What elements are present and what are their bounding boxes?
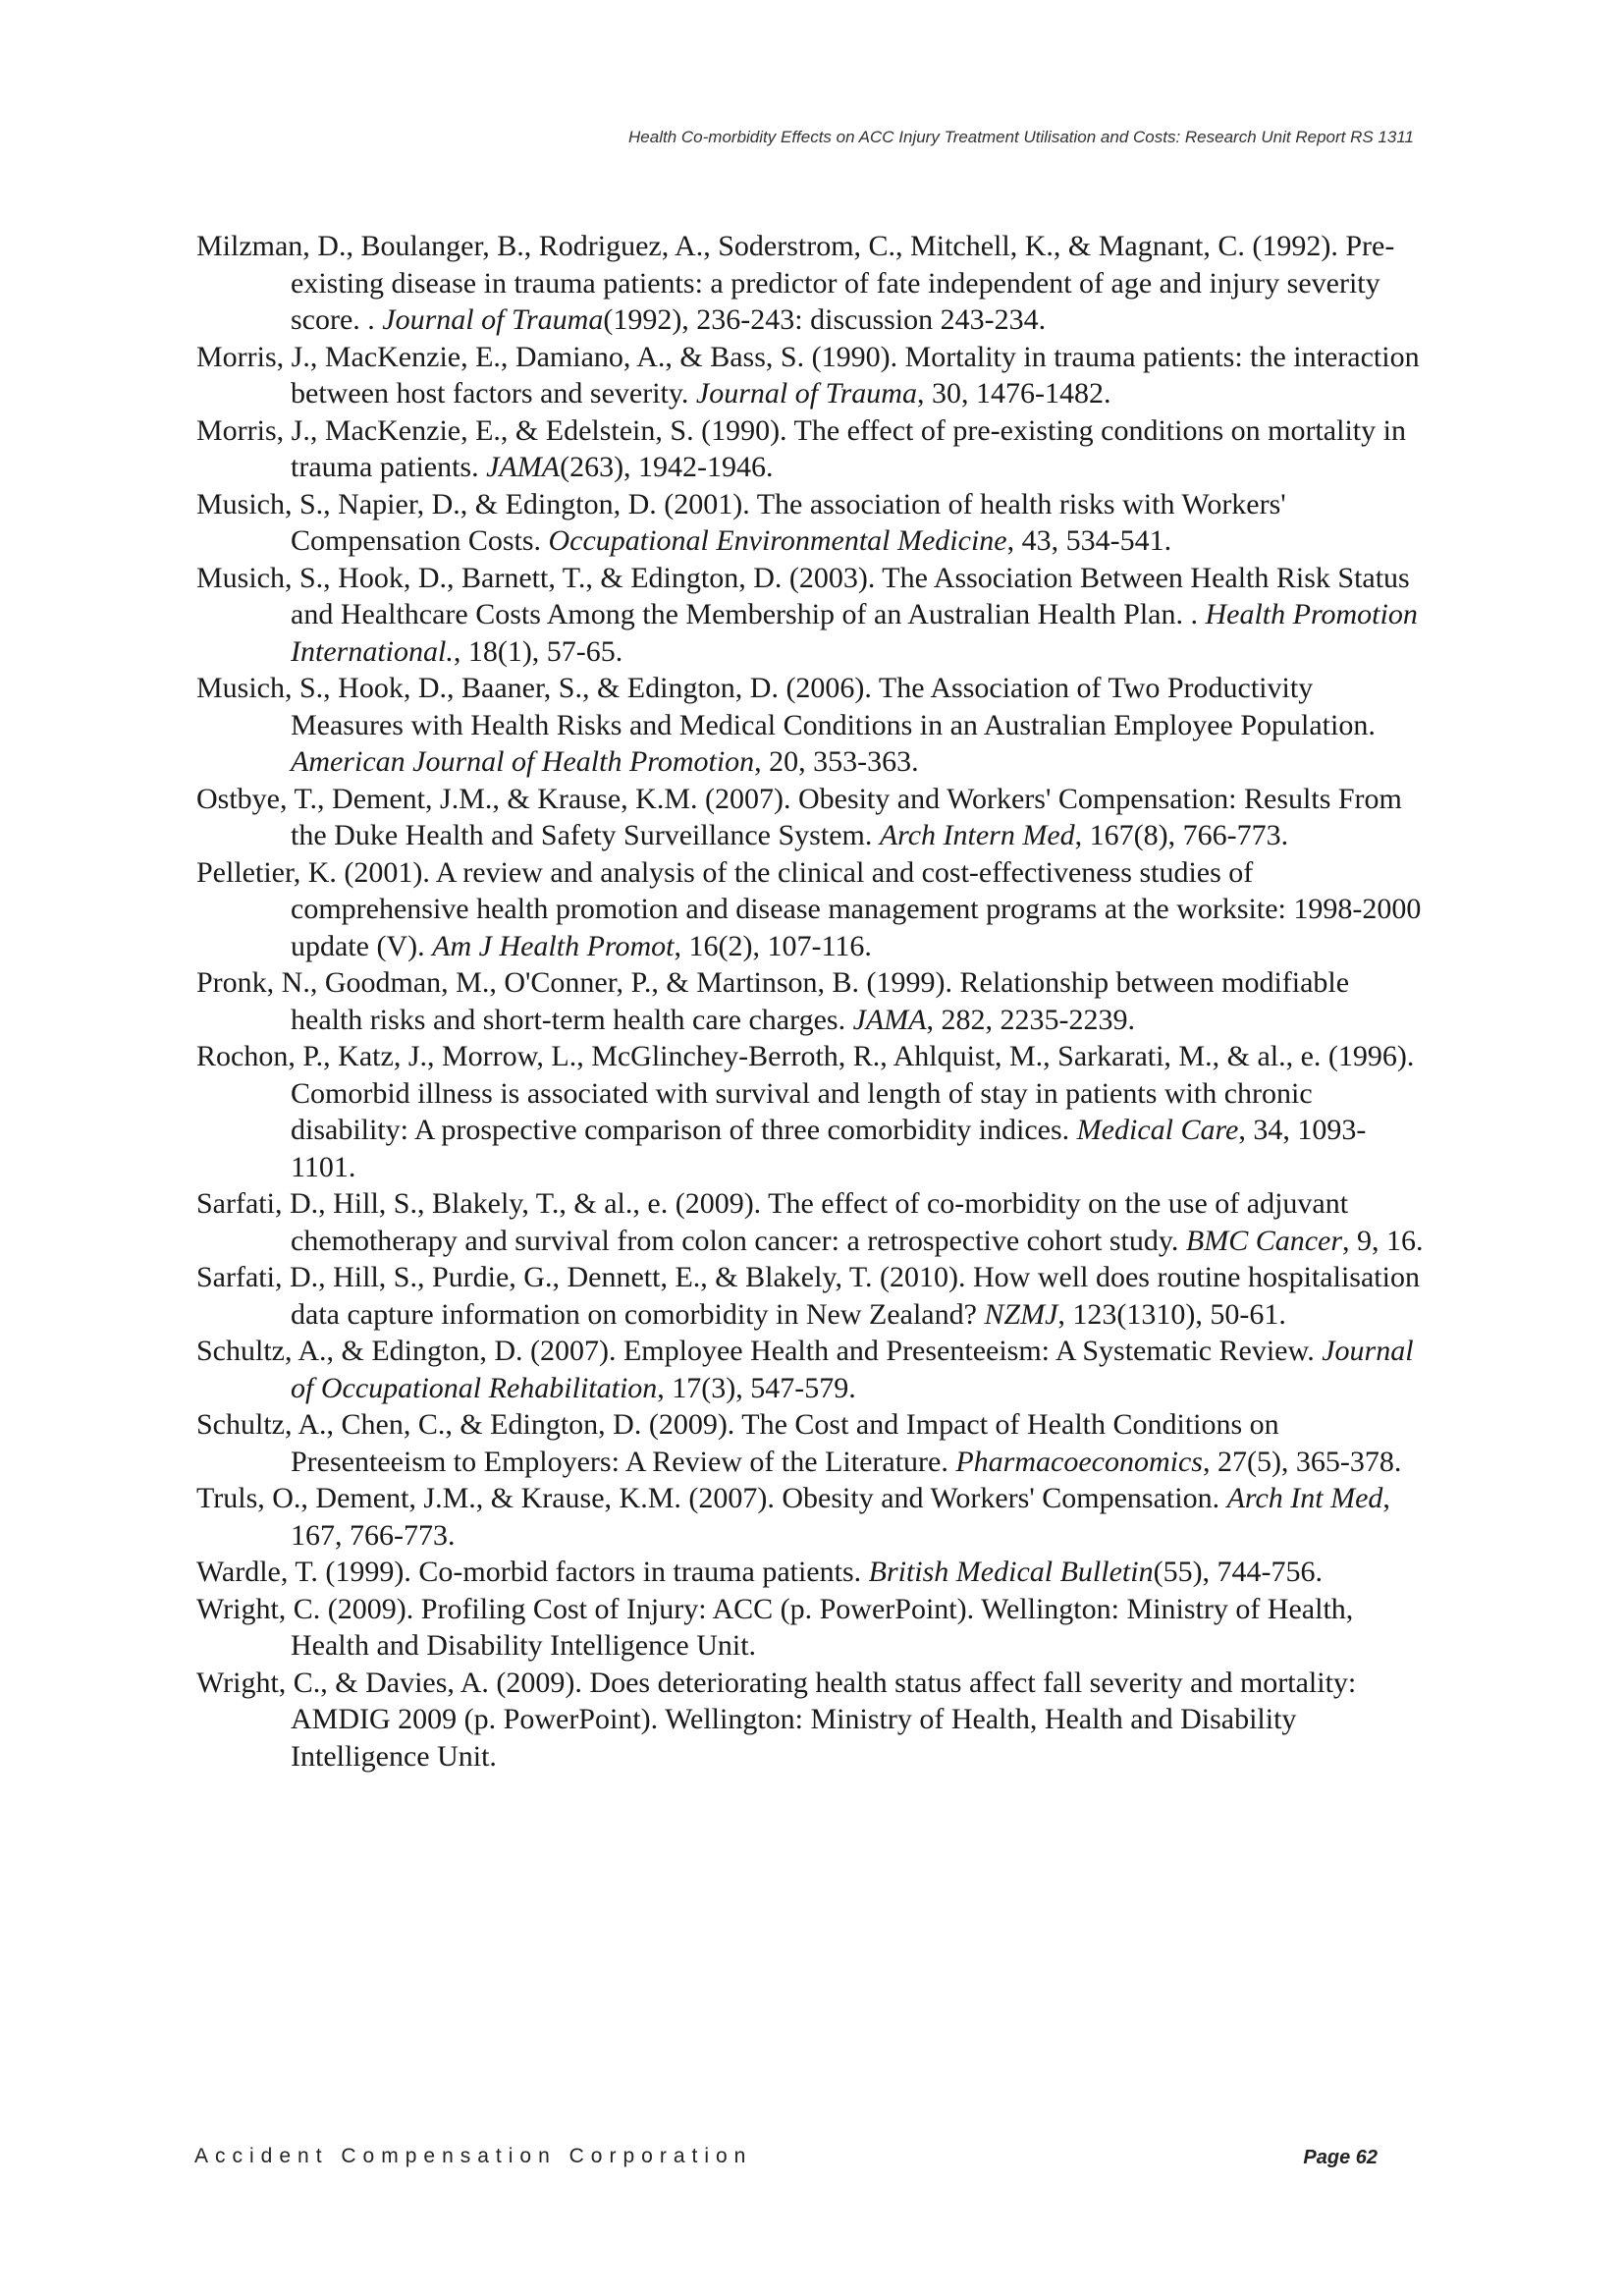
reference-text: Truls, O., Dement, J.M., & Krause, K.M. (2007). Obesity and Workers' Compensation. (196, 1482, 1227, 1514)
reference-text: Morris, J., MacKenzie, E., & Edelstein, S. (1990). The effect of pre-existing conditions on mortality in trauma patients. (196, 413, 1406, 483)
reference-details: (55), 744-756. (1153, 1556, 1324, 1588)
reference-entry (196, 1185, 1424, 1259)
reference-journal: Journal of Trauma (695, 377, 917, 410)
reference-journal: Journal of Occupational Rehabilitation (291, 1335, 1414, 1404)
reference-text: Milzman, D., Boulanger, B., Rodriguez, A., Soderstrom, C., Mitchell, K., & Magnant, C. (1992). Pre-existing disease in trauma patients: a predictor of fate independent of age and injury severity score. . (196, 230, 1395, 336)
reference-text: Pelletier, K. (2001). A review and analysis of the clinical and cost-effectiveness studies of comprehensive health promotion and disease management programs at the worksite: 1998-2000 update (V). (196, 855, 1422, 962)
reference-text: Musich, S., Napier, D., & Edington, D. (2001). The association of health risks with Workers' Compensation Costs. (196, 487, 1286, 557)
reference-journal: Am J Health Promot (432, 929, 675, 962)
reference-entry (196, 1480, 1424, 1554)
reference-details: , 20, 353-363. (754, 745, 919, 778)
reference-details: , 34, 1093-1101. (291, 1114, 1367, 1183)
reference-text: Rochon, P., Katz, J., Morrow, L., McGlinchey-Berroth, R., Ahlquist, M., Sarkarati, M., & al., e. (1996). Comorbid illness is associated with survival and length of stay in patients with chronic disability: A prospective comparison of three comorbidity indices. (196, 1040, 1415, 1146)
running-header: Health Co-morbidity Effects on ACC Injury Treatment Utilisation and Costs: Research Unit Report RS 1311 (628, 128, 1414, 146)
reference-journal: JAMA (486, 451, 561, 483)
reference-text: Pronk, N., Goodman, M., O'Conner, P., & Martinson, B. (1999). Relationship between modifiable health risks and short-term health care charges. (196, 966, 1350, 1036)
reference-text: Schultz, A., & Edington, D. (2007). Employee Health and Presenteeism: A Systematic Review. (196, 1335, 1323, 1367)
reference-details: , 167, 766-773. (291, 1482, 1390, 1552)
reference-details: (263), 1942-1946. (560, 451, 774, 483)
reference-details: (1992), 236-243: discussion 243-234. (603, 303, 1047, 336)
reference-journal: JAMA (852, 1003, 927, 1036)
reference-details: , 282, 2235-2239. (926, 1003, 1136, 1036)
reference-details: , 16(2), 107-116. (674, 929, 872, 962)
reference-text: Wright, C., & Davies, A. (2009). Does deteriorating health status affect fall severity and mortality: AMDIG 2009 (p. PowerPoint). Wellington: Ministry of Health, Health and Disability Intelligence Unit. (196, 1666, 1357, 1773)
reference-journal: Occupational Environmental Medicine (548, 524, 1007, 557)
reference-entry (196, 854, 1424, 965)
reference-details: , 18(1), 57-65. (453, 634, 623, 668)
reference-details: , 167(8), 766-773. (1074, 819, 1289, 851)
reference-entry (196, 1333, 1424, 1406)
reference-entry (196, 228, 1424, 339)
reference-entry (196, 1554, 1424, 1591)
reference-journal: Medical Care (1076, 1114, 1239, 1146)
reference-details: , 43, 534-541. (1006, 524, 1172, 557)
page-number: Page 62 (1303, 2147, 1378, 2168)
reference-details: , 27(5), 365-378. (1202, 1445, 1402, 1478)
reference-entry (196, 1259, 1424, 1333)
reference-details: , 123(1310), 50-61. (1057, 1297, 1286, 1331)
reference-list (196, 228, 1424, 1775)
reference-entry (196, 1591, 1424, 1665)
reference-details: , 9, 16. (1342, 1224, 1424, 1257)
reference-text: Sarfati, D., Hill, S., Purdie, G., Dennett, E., & Blakely, T. (2010). How well does routine hospitalisation data capture information on comorbidity in New Zealand? (196, 1261, 1420, 1331)
reference-journal: Arch Intern Med (879, 819, 1075, 851)
footer-organisation: Accident Compensation Corporation (194, 2145, 753, 2167)
reference-entry (196, 1406, 1424, 1480)
reference-entry (196, 1038, 1424, 1185)
reference-entry (196, 964, 1424, 1038)
reference-entry (196, 1665, 1424, 1776)
reference-journal: Pharmacoeconomics (955, 1445, 1203, 1478)
reference-text: Wright, C. (2009). Profiling Cost of Injury: ACC (p. PowerPoint). Wellington: Ministry of Health, Health and Disability Intelligence Unit. (196, 1592, 1354, 1662)
reference-entry (196, 339, 1424, 412)
reference-text: Wardle, T. (1999). Co-morbid factors in trauma patients. (196, 1556, 869, 1588)
reference-text: Schultz, A., Chen, C., & Edington, D. (2009). The Cost and Impact of Health Conditions on Presenteeism to Employers: A Review of the Literature. (196, 1408, 1279, 1478)
reference-entry (196, 670, 1424, 781)
reference-journal: Journal of Trauma (382, 303, 604, 336)
reference-details: , 17(3), 547-579. (657, 1371, 856, 1404)
reference-text: Musich, S., Hook, D., Baaner, S., & Edington, D. (2006). The Association of Two Productivity Measures with Health Risks and Medical Conditions in an Australian Employee Population. (196, 672, 1376, 741)
reference-text: Sarfati, D., Hill, S., Blakely, T., & al., e. (2009). The effect of co-morbidity on the use of adjuvant chemotherapy and survival from colon cancer: a retrospective cohort study. (196, 1187, 1349, 1257)
reference-journal: BMC Cancer (1185, 1224, 1343, 1257)
reference-text: Musich, S., Hook, D., Barnett, T., & Edington, D. (2003). The Association Between Health Risk Status and Healthcare Costs Among the Membership of an Australian Health Plan. . (196, 561, 1410, 630)
reference-journal: American Journal of Health Promotion (291, 745, 755, 778)
reference-entry (196, 412, 1424, 486)
reference-journal: Arch Int Med (1226, 1482, 1383, 1514)
reference-journal: Health Promotion International. (291, 598, 1418, 668)
reference-journal: British Medical Bulletin (868, 1556, 1154, 1588)
reference-details: , 30, 1476-1482. (916, 377, 1111, 410)
reference-entry (196, 486, 1424, 560)
reference-text: Morris, J., MacKenzie, E., Damiano, A., & Bass, S. (1990). Mortality in trauma patients: the interaction between host factors and severity. (196, 340, 1420, 410)
reference-text: Ostbye, T., Dement, J.M., & Krause, K.M. (2007). Obesity and Workers' Compensation: Results From the Duke Health and Safety Surveillance System. (196, 782, 1402, 851)
reference-entry (196, 781, 1424, 854)
reference-entry (196, 560, 1424, 671)
reference-journal: NZMJ (984, 1297, 1058, 1331)
